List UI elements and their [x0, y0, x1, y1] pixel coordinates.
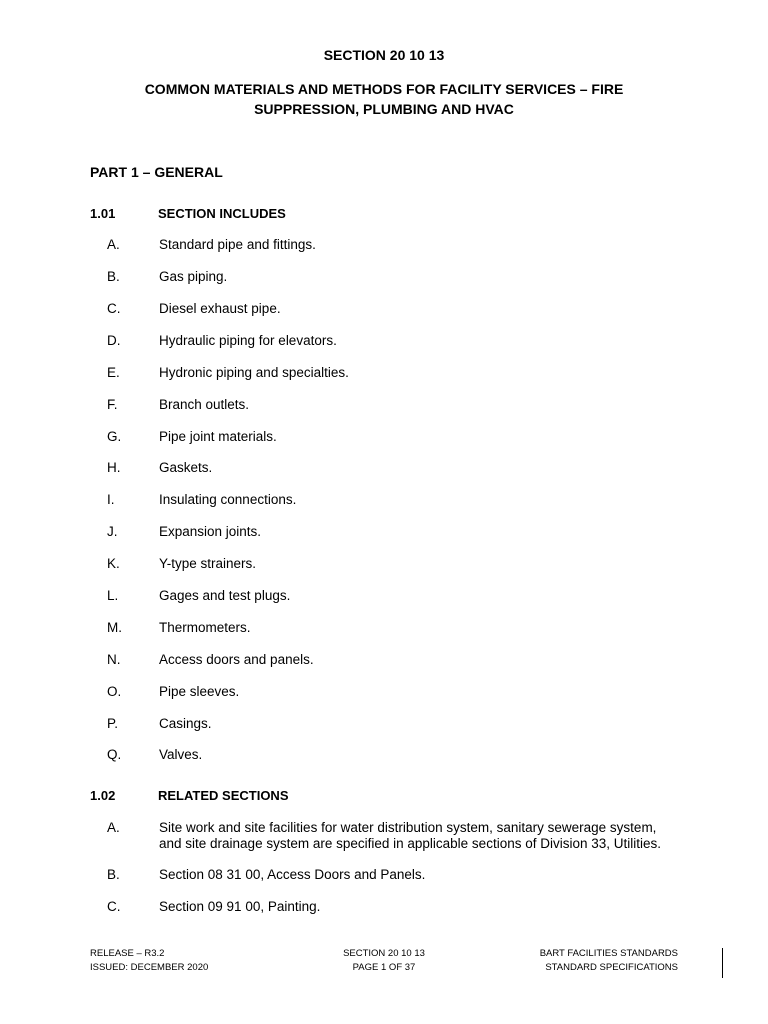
- item-text: Gages and test plugs.: [159, 588, 291, 603]
- item-text: Gas piping.: [159, 269, 228, 284]
- item-text: Insulating connections.: [159, 492, 297, 507]
- item-text: Y-type strainers.: [159, 556, 257, 571]
- footer-section: SECTION 20 10 13: [343, 948, 425, 959]
- item-text: Diesel exhaust pipe.: [159, 301, 281, 316]
- item-text: Branch outlets.: [159, 397, 250, 412]
- item-letter: L.: [107, 588, 119, 603]
- footer-page-info: [300, 947, 468, 975]
- section-number: SECTION 20 10 13: [323, 47, 445, 63]
- item-text: Pipe joint materials.: [159, 429, 277, 444]
- item-letter: B.: [107, 867, 120, 882]
- item-text: Valves.: [159, 747, 203, 762]
- item-letter: A.: [107, 237, 120, 252]
- item-letter: C.: [107, 899, 121, 914]
- item-text: Thermometers.: [159, 620, 251, 635]
- article-heading-1-01: [90, 206, 286, 221]
- footer-release: RELEASE – R3.2: [90, 948, 165, 959]
- item-text: Hydronic piping and specialties.: [159, 365, 349, 380]
- item-text: Gaskets.: [159, 460, 213, 475]
- item-letter: F.: [107, 397, 118, 412]
- item-text: Hydraulic piping for elevators.: [159, 333, 337, 348]
- item-letter: P.: [107, 716, 119, 731]
- item-text: Pipe sleeves.: [159, 684, 240, 699]
- item-letter: E.: [107, 365, 120, 380]
- item-letter: M.: [107, 620, 122, 635]
- item-letter: K.: [107, 556, 120, 571]
- item-text: Section 08 31 00, Access Doors and Panels.: [159, 867, 426, 882]
- item-text: Access doors and panels.: [159, 652, 314, 667]
- item-text: Standard pipe and fittings.: [159, 237, 316, 252]
- section-title-line-1: COMMON MATERIALS AND METHODS FOR FACILITY SERVICES – FIRE: [144, 81, 624, 97]
- footer-issued: ISSUED: DECEMBER 2020: [90, 962, 209, 973]
- item-text-line-2: and site drainage system are specified in applicable sections of Division 33, Utilities.: [159, 836, 662, 851]
- footer-specifications: STANDARD SPECIFICATIONS: [545, 962, 678, 973]
- footer-standards: BART FACILITIES STANDARDS: [539, 948, 678, 959]
- item-letter: A.: [107, 820, 120, 835]
- item-text: Expansion joints.: [159, 524, 262, 539]
- footer-standards-info: [480, 947, 678, 975]
- footer-page-number: PAGE 1 OF 37: [352, 962, 416, 973]
- item-letter: B.: [107, 269, 120, 284]
- article-title: SECTION INCLUDES: [158, 206, 286, 221]
- revision-bar: [722, 948, 723, 978]
- item-letter: J.: [107, 524, 118, 539]
- section-title-line-2: SUPPRESSION, PLUMBING AND HVAC: [254, 101, 514, 117]
- item-text: Section 09 91 00, Painting.: [159, 899, 321, 914]
- item-letter: O.: [107, 684, 122, 699]
- item-letter: Q.: [107, 747, 122, 762]
- article-number: 1.02: [90, 788, 116, 803]
- item-text: Casings.: [159, 716, 212, 731]
- item-letter: G.: [107, 429, 122, 444]
- article-title: RELATED SECTIONS: [158, 788, 289, 803]
- item-letter: H.: [107, 460, 121, 475]
- item-letter: N.: [107, 652, 121, 667]
- item-letter: C.: [107, 301, 121, 316]
- article-heading-1-02: [90, 788, 289, 803]
- article-number: 1.01: [90, 206, 116, 221]
- item-text-line-1: Site work and site facilities for water distribution system, sanitary sewerage system,: [159, 820, 657, 835]
- item-text: [159, 820, 679, 852]
- item-letter: D.: [107, 333, 121, 348]
- footer-release-info: [90, 947, 208, 975]
- item-letter: I.: [107, 492, 115, 507]
- part-heading: PART 1 – GENERAL: [90, 164, 223, 180]
